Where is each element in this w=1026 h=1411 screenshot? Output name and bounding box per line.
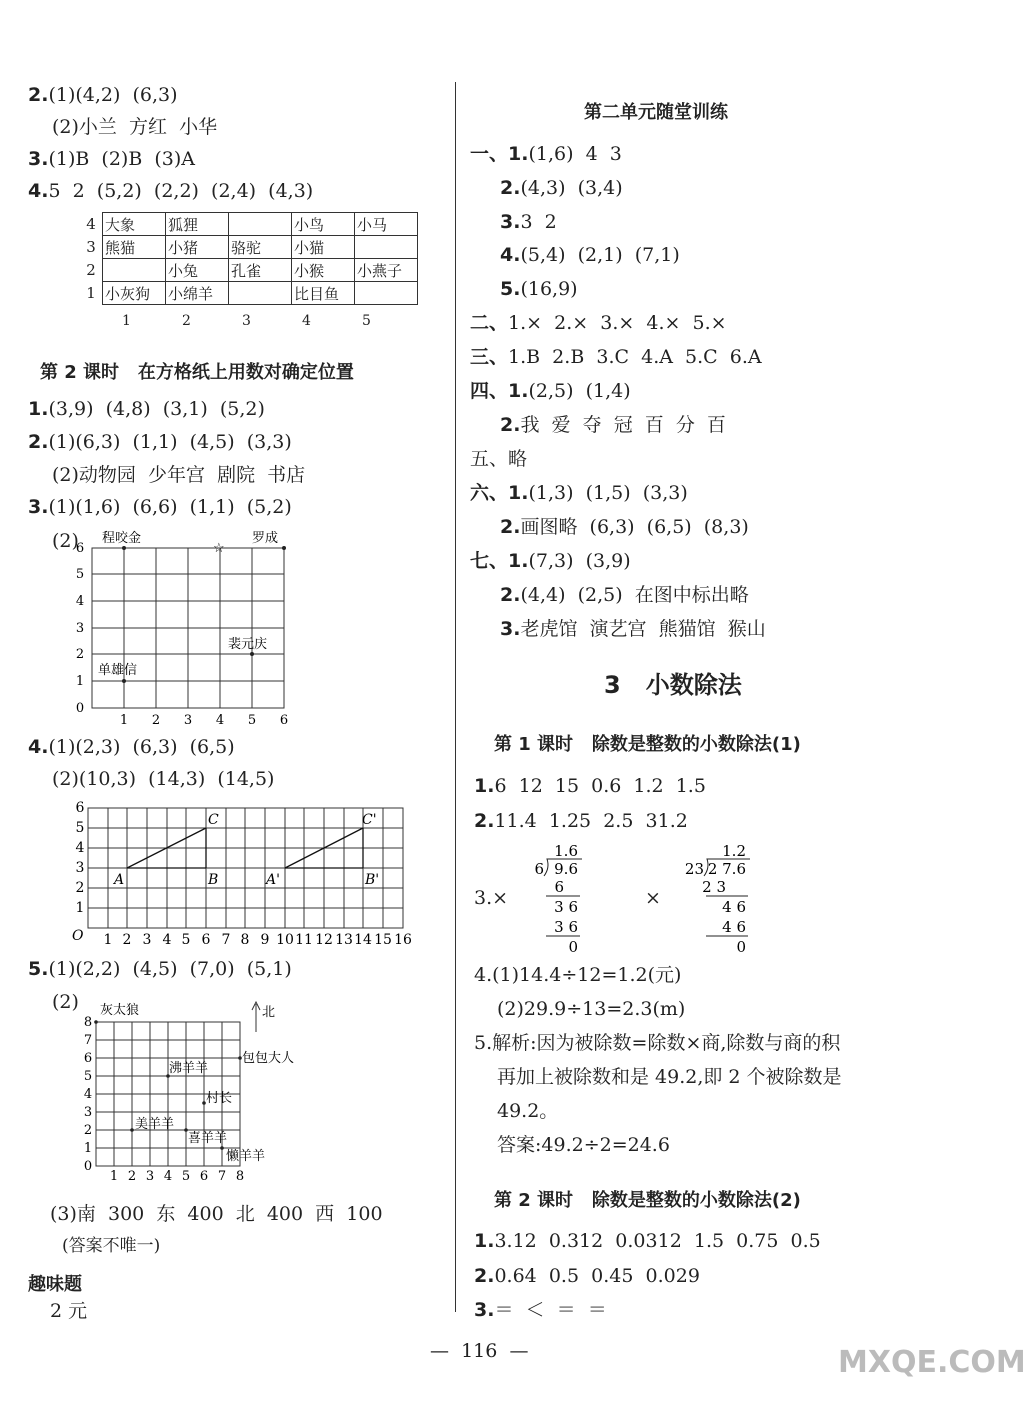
r-s7-q3: 3.老虎馆 演艺宫 熊猫馆 猴山 — [500, 618, 766, 640]
r-l2-q3: 3.＝ ＜ ＝ ＝ — [474, 1299, 607, 1321]
r-s6-q1: 六、1.(1,3) (1,5) (3,3) — [470, 482, 688, 504]
r-l1-q5-line1: 5.解析:因为被除数=除数×商,除数与商的积 — [474, 1032, 841, 1054]
fig1-ytick: 3 — [75, 621, 85, 636]
l2-q5-line2: (2) — [52, 991, 79, 1013]
fig2-xtick: 7 — [221, 932, 231, 948]
grid-figure-3 — [80, 996, 310, 1186]
col-label: 4 — [302, 313, 311, 329]
fun-question-title: 趣味题 — [28, 1274, 82, 1295]
table-cell — [103, 259, 166, 282]
fig2-ytick: 1 — [75, 900, 85, 916]
fig2-label-A: A — [114, 872, 125, 888]
fig1-xtick: 4 — [215, 713, 225, 728]
fig2-origin: O — [72, 928, 84, 944]
r-s7-q1: 七、1.(7,3) (3,9) — [470, 550, 631, 572]
fig3-xtick: 2 — [127, 1169, 137, 1184]
r-l1-q5-line3: 49.2。 — [497, 1100, 559, 1122]
fig3-name-feiyangyang: 沸羊羊 — [169, 1061, 209, 1076]
table-cell: 熊猫 — [103, 236, 166, 259]
fig3-ytick: 5 — [83, 1069, 93, 1084]
div2-step1: 2 3 — [702, 878, 726, 896]
col-label: 5 — [362, 313, 371, 329]
div1-step1: 6 — [554, 878, 564, 896]
r-l1-q5-answer: 答案:49.2÷2=24.6 — [497, 1134, 670, 1156]
div2-remainder: 0 — [736, 938, 746, 956]
fig3-ytick: 2 — [83, 1123, 93, 1138]
fig2-xtick: 12 — [315, 932, 333, 948]
div1-step2: 3 6 — [554, 898, 578, 916]
r-l2-q2: 2.0.64 0.5 0.45 0.029 — [474, 1265, 700, 1287]
fig2-xtick: 5 — [181, 932, 191, 948]
l2-q4-line1: 4.(1)(2,3) (6,3) (6,5) — [28, 736, 235, 758]
lesson1-title: 第 1 课时 除数是整数的小数除法(1) — [494, 734, 801, 755]
l2-q2-line1: 2.(1)(6,3) (1,1) (4,5) (3,3) — [28, 431, 292, 453]
table-row — [80, 213, 418, 236]
fig2-label-B: B — [208, 872, 219, 888]
row-label: 1 — [80, 282, 103, 305]
long-division-1 — [530, 840, 590, 956]
l-q4: 4.5 2 (5,2) (2,2) (2,4) (4,3) — [28, 180, 314, 202]
fig1-ytick: 1 — [75, 674, 85, 689]
fig1-ytick: 5 — [75, 567, 85, 582]
r-s1-q4: 4.(5,4) (2,1) (7,1) — [500, 244, 680, 266]
fig3-ytick: 7 — [83, 1033, 93, 1048]
r-s7-q2: 2.(4,4) (2,5) 在图中标出略 — [500, 584, 749, 606]
table-cell: 孔雀 — [229, 259, 292, 282]
l-q3: 3.(1)B (2)B (3)A — [28, 148, 195, 170]
fig3-origin: 0 — [83, 1159, 93, 1174]
row-label: 4 — [80, 213, 103, 236]
fig2-label-A2: A' — [266, 872, 280, 888]
lesson2-right-title: 第 2 课时 除数是整数的小数除法(2) — [494, 1190, 801, 1211]
watermark-logo: MXQE.COM — [838, 1345, 1026, 1380]
fig3-xtick: 4 — [163, 1169, 173, 1184]
fig1-xtick: 2 — [151, 713, 161, 728]
l2-q3-line1: 3.(1)(1,6) (6,6) (1,1) (5,2) — [28, 496, 292, 518]
fig2-xtick: 15 — [374, 932, 392, 948]
r-l1-q3-mark: × — [645, 887, 661, 909]
table-cell: 小猴 — [292, 259, 355, 282]
r-l1-q2: 2.11.4 1.25 2.5 31.2 — [474, 810, 688, 832]
div2-dividend: 2 7.6 — [707, 860, 746, 878]
fig3-ytick: 8 — [83, 1015, 93, 1030]
fig3-name-lanyangyang: 懒羊羊 — [226, 1149, 266, 1164]
table-cell: 小马 — [355, 213, 418, 236]
fig2-xtick: 10 — [276, 932, 294, 948]
table-cell: 小鸟 — [292, 213, 355, 236]
div1-dividend: 9.6 — [554, 860, 578, 878]
table-cell: 骆驼 — [229, 236, 292, 259]
fun-question-answer: 2 元 — [50, 1300, 88, 1322]
r-s4-q1: 四、1.(2,5) (1,4) — [470, 380, 631, 402]
l2-q5-line3: (3)南 300 东 400 北 400 西 100 — [50, 1203, 383, 1225]
fig2-xtick: 8 — [240, 932, 250, 948]
div1-divisor: 6 — [534, 860, 544, 878]
l2-q5-line1: 5.(1)(2,2) (4,5) (7,0) (5,1) — [28, 958, 292, 980]
fig3-name-xiyangyang: 喜羊羊 — [188, 1131, 228, 1146]
fig2-xtick: 2 — [122, 932, 132, 948]
fig1-name-pei: 裴元庆 — [228, 637, 268, 652]
table-cell: 狐狸 — [166, 213, 229, 236]
r-s5: 五、略 — [470, 448, 528, 470]
fig3-ytick: 6 — [83, 1051, 93, 1066]
r-s1-q5: 5.(16,9) — [500, 278, 578, 300]
r-s2: 二、1.× 2.× 3.× 4.× 5.× — [470, 312, 727, 334]
r-l2-q1: 1.3.12 0.312 0.0312 1.5 0.75 0.5 — [474, 1230, 821, 1252]
l2-q1: 1.(3,9) (4,8) (3,1) (5,2) — [28, 398, 265, 420]
lesson2-title: 第 2 课时 在方格纸上用数对确定位置 — [40, 362, 354, 383]
l-q2-line1: 2.(1)(4,2) (6,3) — [28, 84, 178, 106]
table-cell: 小灰狗 — [103, 282, 166, 305]
fig3-ytick: 3 — [83, 1105, 93, 1120]
l-q2-line2: (2)小兰 方红 小华 — [52, 116, 218, 138]
fig2-xtick: 14 — [354, 932, 372, 948]
fig2-ytick: 2 — [75, 880, 85, 896]
fig1-xtick: 1 — [119, 713, 129, 728]
fig2-label-B2: B' — [365, 872, 380, 888]
fig2-ytick: 6 — [75, 800, 85, 816]
fig2-xtick: 6 — [201, 932, 211, 948]
fig1-ytick: 4 — [75, 594, 85, 609]
table-cell — [355, 236, 418, 259]
table-row — [80, 259, 418, 282]
fig2-ytick: 3 — [75, 860, 85, 876]
fig2-xtick: 9 — [260, 932, 270, 948]
fig2-xtick: 13 — [335, 932, 353, 948]
r-s3: 三、1.B 2.B 3.C 4.A 5.C 6.A — [470, 346, 762, 368]
fig1-xtick: 3 — [183, 713, 193, 728]
table-row — [80, 236, 418, 259]
col-label: 1 — [122, 313, 131, 329]
column-divider — [455, 82, 456, 1312]
fig3-name-baobao: 包包大人 — [242, 1051, 295, 1066]
div2-step3: 4 6 — [722, 918, 746, 936]
r-s1-q3: 3.3 2 — [500, 211, 557, 233]
fig3-ytick: 1 — [83, 1141, 93, 1156]
fig3-north: 北 — [262, 1005, 276, 1020]
table-cell: 小猪 — [166, 236, 229, 259]
fig1-name-luo: 罗成 — [252, 531, 279, 546]
fig3-xtick: 5 — [181, 1169, 191, 1184]
div2-quotient: 1.2 — [722, 842, 746, 860]
fig1-xtick: 5 — [247, 713, 257, 728]
table-cell: 比目鱼 — [292, 282, 355, 305]
r-s6-q2: 2.画图略 (6,3) (6,5) (8,3) — [500, 516, 749, 538]
table-cell: 小兔 — [166, 259, 229, 282]
fig1-ytick: 0 — [75, 701, 85, 716]
fig1-xtick: 6 — [279, 713, 289, 728]
table-cell: 大象 — [103, 213, 166, 236]
row-label: 2 — [80, 259, 103, 282]
table-cell — [229, 282, 292, 305]
grid-figure-2 — [68, 800, 418, 950]
table-cell: 小绵羊 — [166, 282, 229, 305]
div2-divisor: 23 — [684, 860, 704, 878]
fig3-xtick: 6 — [199, 1169, 209, 1184]
r-l1-q1: 1.6 12 15 0.6 1.2 1.5 — [474, 775, 706, 797]
fig2-xtick: 1 — [103, 932, 113, 948]
fig3-ytick: 4 — [83, 1087, 93, 1102]
r-l1-q3: 3.× — [474, 887, 509, 909]
table-cell: 小猫 — [292, 236, 355, 259]
long-division-2 — [680, 840, 760, 956]
r-s1-q1: 一、1.(1,6) 4 3 — [470, 143, 622, 165]
fig2-xtick: 16 — [394, 932, 412, 948]
fig2-xtick: 11 — [295, 932, 313, 948]
div1-quotient: 1.6 — [554, 842, 578, 860]
l2-q5-note: (答案不唯一) — [62, 1236, 161, 1256]
fig2-label-C: C — [208, 812, 219, 828]
table-cell: 小燕子 — [355, 259, 418, 282]
grid-figure-1 — [70, 530, 300, 730]
fig1-ytick: 2 — [75, 647, 85, 662]
l2-q3-line2: (2) — [52, 530, 79, 552]
fig3-name-cunzhang: 村长 — [206, 1091, 233, 1106]
table-row — [80, 282, 418, 305]
table-cell — [355, 282, 418, 305]
fig1-ytick: 6 — [75, 541, 85, 556]
fig3-xtick: 8 — [235, 1169, 245, 1184]
fig2-ytick: 5 — [75, 820, 85, 836]
chapter-title: 3 小数除法 — [604, 671, 742, 699]
unit-test-title: 第二单元随堂训练 — [584, 102, 728, 123]
r-l1-q5-line2: 再加上被除数和是 49.2,即 2 个被除数是 — [497, 1066, 842, 1088]
fig3-xtick: 3 — [145, 1169, 155, 1184]
fig2-xtick: 4 — [162, 932, 172, 948]
fig3-name-huitailang: 灰太狼 — [100, 1003, 140, 1018]
table-cell — [229, 213, 292, 236]
page-number: — 116 — — [430, 1340, 529, 1362]
fig3-name-meiyangyang: 美羊羊 — [135, 1117, 175, 1132]
r-l1-q4-line1: 4.(1)14.4÷12=1.2(元) — [474, 964, 682, 986]
div2-step2: 4 6 — [722, 898, 746, 916]
r-l1-q4-line2: (2)29.9÷13=2.3(m) — [497, 998, 686, 1020]
l2-q4-line2: (2)(10,3) (14,3) (14,5) — [52, 768, 275, 790]
fig2-label-C2: C' — [362, 812, 377, 828]
fig2-xtick: 3 — [142, 932, 152, 948]
r-s1-q2: 2.(4,3) (3,4) — [500, 177, 623, 199]
r-s4-q2: 2.我 爱 夺 冠 百 分 百 — [500, 414, 726, 436]
div1-step3: 3 6 — [554, 918, 578, 936]
fig1-name-cheng: 程咬金 — [102, 531, 142, 546]
fig3-xtick: 1 — [109, 1169, 119, 1184]
col-label: 2 — [182, 313, 191, 329]
col-label: 3 — [242, 313, 251, 329]
div1-remainder: 0 — [568, 938, 578, 956]
fig1-star: ☆ — [213, 541, 225, 556]
animal-position-table — [80, 212, 418, 305]
fig3-xtick: 7 — [217, 1169, 227, 1184]
fig1-name-shan: 单雄信 — [98, 663, 138, 678]
fig2-ytick: 4 — [75, 840, 85, 856]
row-label: 3 — [80, 236, 103, 259]
l2-q2-line2: (2)动物园 少年宫 剧院 书店 — [52, 464, 306, 486]
